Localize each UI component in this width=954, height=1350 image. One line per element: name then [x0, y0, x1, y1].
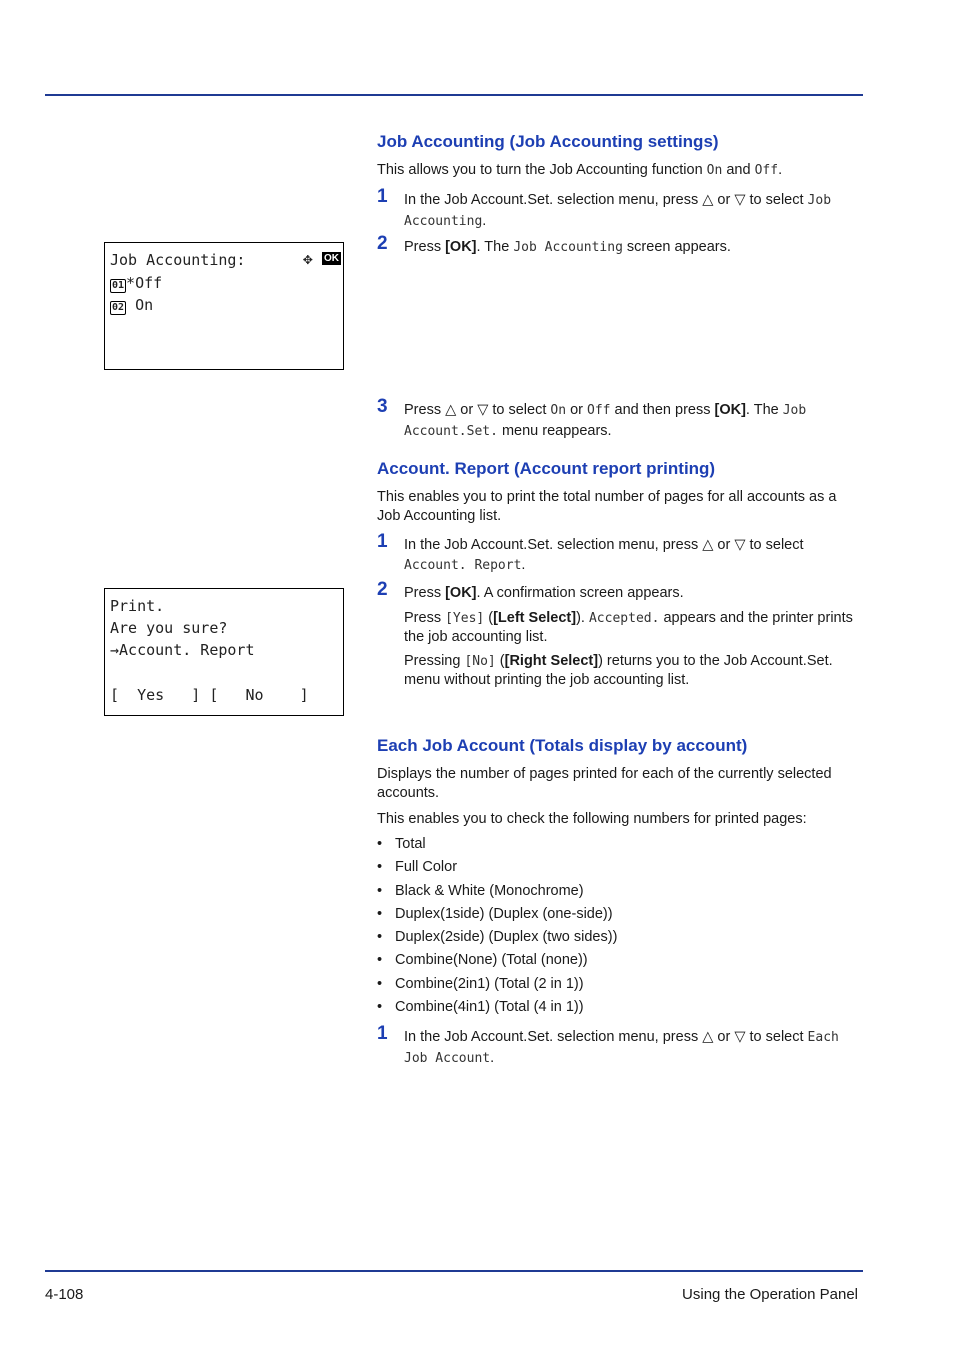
option-02-badge: 02: [112, 302, 125, 313]
panel-title: Job Accounting:: [110, 251, 246, 269]
intro2-each-job-account: This enables you to check the following numbers for printed pages:: [377, 811, 807, 827]
para-no-c: ) returns you to the Job Account.Set. menu without printing the job accounting list.: [404, 653, 833, 688]
list-item-text: Combine(2in1) (Total (2 in 1)): [395, 975, 584, 992]
ok-key: [OK]: [445, 585, 477, 601]
step-number: 1: [377, 531, 388, 552]
step-text-a: In the Job Account.Set. selection menu, press △ or ▽ to select: [404, 537, 804, 553]
step-text-a: In the Job Account.Set. selection menu, press △ or ▽ to select: [404, 192, 808, 208]
step-1-account-report: [377, 531, 863, 576]
list-item-text: Combine(None) (Total (none)): [395, 952, 588, 969]
code-no: [No]: [464, 654, 496, 669]
bullet-icon: •: [377, 999, 383, 1016]
panel-option-off: [110, 274, 162, 293]
step-2-account-report: [377, 579, 863, 603]
step-text: [404, 583, 863, 603]
step-number: 1: [377, 186, 388, 207]
step-text-a: Press △ or ▽ to select: [404, 402, 551, 418]
bullet-icon: •: [377, 975, 383, 992]
panel-line-print: Print.: [110, 597, 165, 615]
bullet-icon: •: [377, 882, 383, 899]
para-yes-a: Press: [404, 610, 446, 626]
step-text-b: . A confirmation screen appears.: [476, 585, 684, 601]
step-text: [404, 1027, 863, 1069]
lcd-panel-job-accounting: [104, 242, 344, 370]
para-no-a: Pressing: [404, 653, 465, 669]
step-code: Account. Report: [404, 558, 522, 573]
page-number: 4-108: [45, 1286, 84, 1303]
ok-key-icon: OK: [324, 253, 339, 264]
step-text-b: . The: [476, 239, 514, 255]
right-select-key: [Right Select]: [504, 653, 599, 669]
heading-account-report: Account. Report (Account report printing): [377, 459, 716, 478]
step-text: [404, 190, 863, 232]
bullet-icon: •: [377, 929, 383, 946]
panel-option-on: [110, 296, 153, 315]
option-01-badge: 01: [112, 280, 125, 291]
step-text: [404, 237, 863, 258]
para-yes: [404, 609, 863, 647]
step-1-each-job-account: [377, 1023, 863, 1069]
footer-section-title: Using the Operation Panel: [682, 1286, 858, 1303]
para-no: [404, 652, 863, 690]
list-item-text: Duplex(1side) (Duplex (one-side)): [395, 905, 613, 922]
option-on-label: On: [126, 296, 154, 314]
step-code: Job Accounting: [513, 240, 623, 255]
step-end: .: [482, 213, 487, 229]
step-end: .: [490, 1050, 495, 1066]
intro-text: This allows you to turn the Job Accounting function: [377, 162, 707, 178]
code-on: On: [706, 163, 723, 178]
step-2-job-accounting: [377, 233, 863, 258]
bullet-icon: •: [377, 836, 383, 852]
step-3-job-accounting: [377, 396, 863, 442]
step-text-a: Press: [404, 239, 446, 255]
panel-line-account-report: [110, 641, 255, 659]
step-code: Job Accounting: [404, 193, 832, 229]
step-text-c: . The: [745, 402, 783, 418]
step-1-job-accounting: [377, 186, 863, 232]
panel-softkeys: [ Yes ] [ No ]: [110, 686, 309, 704]
intro-and: and: [722, 162, 755, 178]
step-text: [404, 535, 863, 576]
step-text-b: and then press: [610, 402, 715, 418]
ok-key: [OK]: [714, 402, 746, 418]
step-or: or: [566, 402, 588, 418]
bullet-icon: •: [377, 859, 383, 876]
step-code: Job Account.Set.: [404, 403, 807, 439]
list-item-text: Combine(4in1) (Total (4 in 1)): [395, 999, 584, 1016]
list-item-text: Black & White (Monochrome): [395, 882, 584, 899]
step-text: [404, 400, 863, 442]
top-rule: [45, 94, 863, 96]
step-number: 1: [377, 1023, 388, 1044]
step-text-c: screen appears.: [622, 239, 731, 255]
bullet-icon: •: [377, 952, 383, 969]
code-on: On: [550, 403, 567, 418]
code-off: Off: [754, 163, 779, 178]
intro-job-accounting: [377, 161, 863, 180]
panel-line-confirm: Are you sure?: [110, 619, 228, 637]
step-number: 3: [377, 396, 388, 417]
para-yes-d: appears and the printer prints the job accounting list.: [404, 610, 853, 645]
step-end: .: [521, 557, 526, 573]
bottom-rule: [45, 1270, 863, 1272]
para-no-b: (: [495, 653, 505, 669]
panel-line-account-report-text: Account. Report: [119, 641, 255, 659]
list-item-text: Full Color: [395, 859, 458, 876]
step-number: 2: [377, 233, 388, 254]
intro-end: .: [778, 162, 783, 178]
heading-job-accounting: Job Accounting (Job Accounting settings): [377, 132, 719, 151]
step-number: 2: [377, 579, 388, 600]
navigation-cross-icon: ✥: [303, 249, 313, 268]
option-off-label: *Off: [126, 274, 163, 292]
para-yes-c: ).: [576, 610, 589, 626]
code-off: Off: [587, 403, 611, 418]
list-item-text: Duplex(2side) (Duplex (two sides)): [395, 929, 618, 946]
ok-key: [OK]: [445, 239, 477, 255]
heading-each-job-account: Each Job Account (Totals display by account): [377, 736, 748, 755]
step-text-a: Press: [404, 585, 446, 601]
intro1-each-job-account: Displays the number of pages printed for each of the currently selected accounts.: [377, 766, 832, 801]
step-text-d: menu reappears.: [497, 423, 612, 439]
left-select-key: [Left Select]: [493, 610, 577, 626]
step-code: Each Job Account: [404, 1030, 839, 1066]
para-yes-b: (: [484, 610, 494, 626]
bullet-icon: •: [377, 905, 383, 922]
code-yes: [Yes]: [445, 611, 485, 626]
intro-account-report: This enables you to print the total number of pages for all accounts as a Job Accounting list.: [377, 489, 837, 524]
list-item-text: Total: [395, 836, 426, 852]
step-text-a: In the Job Account.Set. selection menu, press △ or ▽ to select: [404, 1029, 808, 1045]
lcd-panel-print-confirm: [104, 588, 344, 716]
arrow-right-icon: →: [110, 641, 120, 659]
code-accepted: Accepted.: [588, 611, 660, 626]
